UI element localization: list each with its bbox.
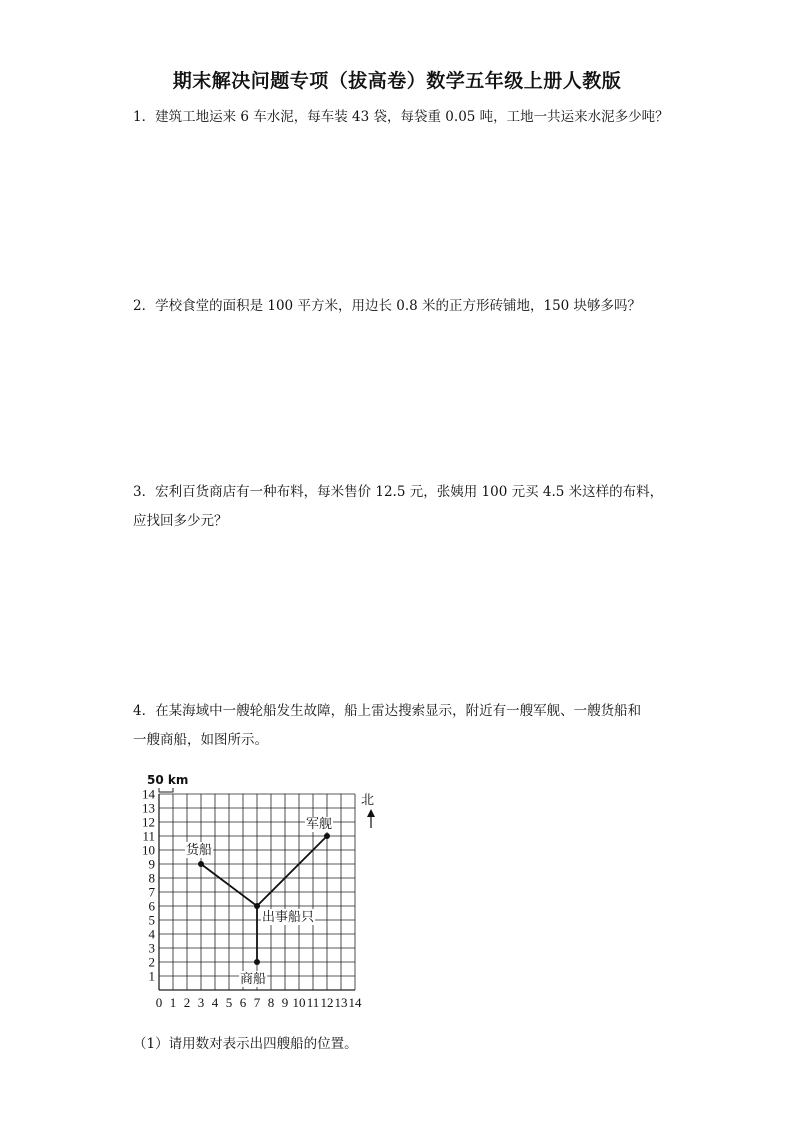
y-tick-label: 2 xyxy=(148,954,155,970)
y-tick-label: 4 xyxy=(148,926,155,942)
north-label: 北 xyxy=(361,793,375,808)
x-tick-label: 7 xyxy=(253,995,261,1010)
question-1 xyxy=(133,103,673,132)
y-tick-label: 14 xyxy=(142,786,155,802)
y-tick-label: 10 xyxy=(142,842,155,858)
x-tick-label: 1 xyxy=(169,995,177,1010)
y-tick-label: 11 xyxy=(142,828,155,844)
x-tick-label: 9 xyxy=(281,995,289,1010)
north-arrow-head xyxy=(367,809,375,817)
x-tick-label: 8 xyxy=(267,995,275,1010)
route-line xyxy=(257,836,327,906)
x-tick-label: 13 xyxy=(334,995,348,1010)
ship-point xyxy=(324,833,330,839)
page-title: 期末解决问题专项（拔高卷）数学五年级上册人教版 xyxy=(172,70,622,92)
y-tick-label: 12 xyxy=(142,814,155,830)
x-tick-label: 10 xyxy=(292,995,306,1010)
ship-marks xyxy=(185,817,333,987)
y-tick-label: 8 xyxy=(148,870,155,886)
question-2 xyxy=(133,292,673,321)
question-3-line-1: 3．宏利百货商店有一种布料，每米售价 12.5 元，张姨用 100 元买 4.5 米这样的布料， xyxy=(133,484,664,500)
y-tick-label: 1 xyxy=(148,968,155,984)
x-tick-label: 0 xyxy=(155,995,163,1010)
route-lines xyxy=(201,836,327,962)
x-tick-label: 12 xyxy=(320,995,334,1010)
x-tick-label: 4 xyxy=(211,995,219,1010)
scale-label: 50 km xyxy=(147,773,189,787)
ship-position-grid xyxy=(128,764,388,1024)
y-tick-label: 5 xyxy=(148,912,155,928)
north-indicator xyxy=(361,793,375,828)
question-4-line-2: 一艘商船，如图所示。 xyxy=(133,732,268,748)
y-tick-label: 13 xyxy=(142,800,155,816)
ship-point xyxy=(198,861,204,867)
x-tick-label: 2 xyxy=(183,995,191,1010)
scale-bracket xyxy=(159,788,173,792)
ship-point xyxy=(254,903,260,909)
y-tick-label: 7 xyxy=(148,884,155,900)
question-2-text: 2．学校食堂的面积是 100 平方米，用边长 0.8 米的正方形砖铺地，150 块够多吗？ xyxy=(133,298,642,314)
sub-question-1: （1）请用数对表示出四艘船的位置。 xyxy=(133,1036,358,1052)
question-3 xyxy=(133,478,673,536)
x-tick-label: 6 xyxy=(239,995,247,1010)
question-1-text: 1．建筑工地运来 6 车水泥，每车装 43 袋，每袋重 0.05 吨，工地一共运来水泥多少吨？ xyxy=(133,109,669,125)
ship-point xyxy=(254,959,260,965)
x-tick-label: 5 xyxy=(225,995,233,1010)
question-3-line-2: 应找回多少元？ xyxy=(133,513,228,529)
y-tick-label: 3 xyxy=(148,940,155,956)
ship-label: 商船 xyxy=(239,972,267,987)
y-tick-label: 9 xyxy=(148,856,155,872)
question-4 xyxy=(133,697,673,755)
x-tick-label: 11 xyxy=(306,995,320,1010)
x-tick-label: 3 xyxy=(197,995,205,1010)
y-tick-label: 6 xyxy=(148,898,155,914)
ship-label: 军舰 xyxy=(305,817,333,832)
ship-label: 货船 xyxy=(185,843,213,858)
question-4-line-1: 4．在某海域中一艘轮船发生故障，船上雷达搜索显示，附近有一艘军舰、一艘货船和 xyxy=(133,703,642,719)
x-tick-label: 14 xyxy=(348,995,362,1010)
grid-svg xyxy=(128,764,388,1024)
ship-label: 出事船只 xyxy=(262,910,315,925)
